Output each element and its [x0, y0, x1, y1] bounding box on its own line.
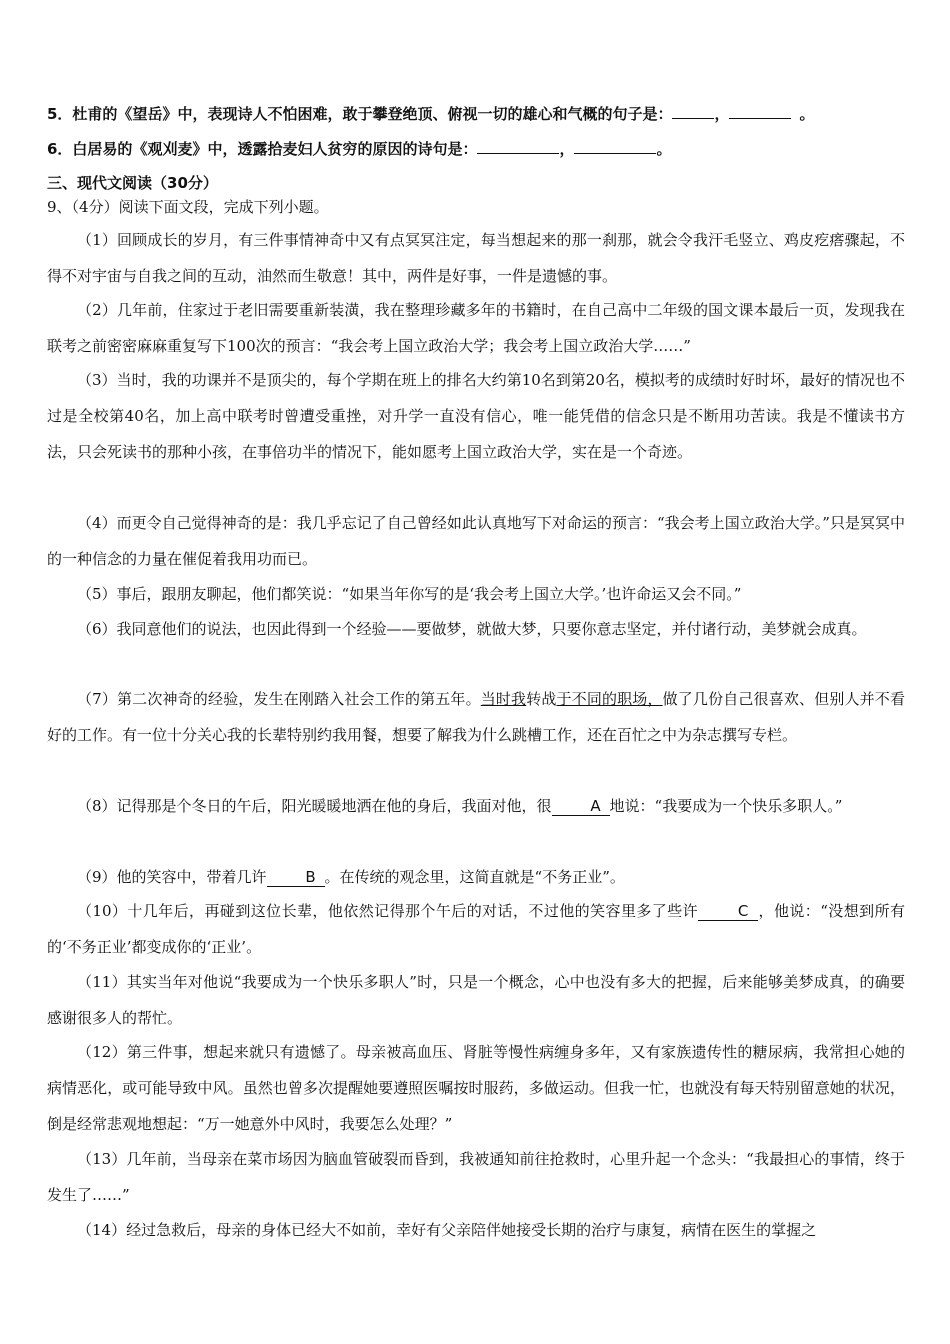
- paragraph-9-text: 。在传统的观念里，这简直就是“不务正业”。: [324, 868, 625, 886]
- paragraph-1: （1）回顾成长的岁月，有三件事情神奇中又有点冥冥注定，每当想起来的那一刹那，就会令我汗毛竖立、鸡皮疙瘩骤起，不得不对宇宙与自我之间的互动，油然而生敬意！其中，两件是好事，一件是遗憾的事。: [47, 231, 905, 285]
- underlined-phrase: 于不同的职场，: [556, 690, 663, 708]
- paragraph-13: （13）几年前，当母亲在菜市场因为脑血管破裂而昏到，我被通知前往抢救时，心里升起一个念头：“我最担心的事情，终于发生了……”: [47, 1150, 905, 1204]
- paragraph-11: （11）其实当年对他说“我要成为一个快乐多职人”时，只是一个概念，心中也没有多大的把握，后来能够美梦成真，的确要感谢很多人的帮忙。: [47, 973, 905, 1027]
- paragraph-9: [47, 859, 905, 895]
- paragraph-7-text: 做了几份自己很喜欢、但别人并不看好的工作。有一位十分关心我的长辈特别约我用餐，想要了解我为什么跳槽工作，还在百忙之中为杂志撰写专栏。: [47, 690, 905, 744]
- paragraph-10: [47, 893, 905, 965]
- underlined-phrase: 当时我: [480, 690, 527, 708]
- question-9-intro: 9、（4分）阅读下面文段，完成下列小题。: [47, 198, 329, 216]
- answer-blank[interactable]: [477, 139, 559, 154]
- question-5-text: 5．杜甫的《望岳》中，表现诗人不怕困难，敢于攀登绝顶、俯视一切的雄心和气概的句子是：: [47, 105, 673, 123]
- question-end: 。: [799, 105, 815, 123]
- separator: ，: [714, 105, 730, 123]
- section-title: 三、现代文阅读（30分）: [47, 174, 218, 192]
- blank-a[interactable]: A: [552, 797, 610, 816]
- question-5: [47, 103, 917, 124]
- question-end: 。: [656, 140, 672, 158]
- question-6-text: 6．白居易的《观刈麦》中，透露拾麦妇人贫穷的原因的诗句是：: [47, 140, 478, 158]
- separator: ，: [559, 140, 575, 158]
- paragraph-2: （2）几年前，住家过于老旧需要重新装潢，我在整理珍藏多年的书籍时，在自己高中二年级的国文课本最后一页，发现我在联考之前密密麻麻重复写下100次的预言：“我会考上国立政治大学；我会考上国立政治大学……”: [47, 301, 905, 355]
- answer-blank[interactable]: [729, 104, 791, 119]
- paragraph-12: （12）第三件事，想起来就只有遗憾了。母亲被高血压、肾脏等慢性病缠身多年，又有家族遗传性的糖尿病，我常担心她的病情恶化，或可能导致中风。虽然也曾多次提醒她要遵照医嘱按时服药，多做运动。但我一忙，也就没有每天特别留意她的状况，倒是经常悲观地想起：“万一她意外中风时，我要怎么处理？”: [47, 1043, 905, 1133]
- paragraph-6: （6）我同意他们的说法，也因此得到一个经验——要做梦，就做大梦，只要你意志坚定，并付诸行动，美梦就会成真。: [77, 620, 867, 638]
- answer-blank[interactable]: [672, 104, 714, 119]
- paragraph-7: [47, 681, 905, 753]
- paragraph-7-text: （7）第二次神奇的经验，发生在刚踏入社会工作的第五年。: [77, 690, 481, 708]
- paragraph-8-text: 地说：“我要成为一个快乐多职人。”: [609, 797, 843, 815]
- paragraph-10-text: ，他说：“没想到所有的‘不务正业’都变成你的‘正业’。: [47, 902, 906, 956]
- question-6: [47, 138, 917, 159]
- paragraph-3: （3）当时，我的功课并不是顶尖的，每个学期在班上的排名大约第10名到第20名，模拟考的成绩时好时坏，最好的情况也不过是全校第40名，加上高中联考时曾遭受重挫，对升学一直没有信心，唯一能凭借的信念只是不断用功苦读。我是不懂读书方法，只会死读书的那种小孩，在事倍功半的情况下，能如愿考上国立政治大学，实在是一个奇迹。: [47, 371, 905, 461]
- paragraph-14: （14）经过急救后，母亲的身体已经大不如前，幸好有父亲陪伴她接受长期的治疗与康复，病情在医生的掌握之: [77, 1221, 817, 1239]
- blank-b[interactable]: B: [267, 868, 325, 887]
- paragraph-8-text: （8）记得那是个冬日的午后，阳光暖暖地洒在他的身后，我面对他，很: [77, 797, 552, 815]
- paragraph-5: （5）事后，跟朋友聊起，他们都笑说：“如果当年你写的是‘我会考上国立大学。’也许命运又会不同。”: [77, 585, 742, 603]
- answer-blank[interactable]: [574, 139, 656, 154]
- paragraph-8: [47, 788, 905, 824]
- blank-c[interactable]: C: [698, 902, 758, 921]
- paragraph-9-text: （9）他的笑容中，带着几许: [77, 868, 267, 886]
- paragraph-7-text: 转战: [526, 690, 557, 708]
- paragraph-10-text: （10）十几年后，再碰到这位长辈，他依然记得那个午后的对话，不过他的笑容里多了些许: [77, 902, 699, 920]
- paragraph-4: （4）而更令自己觉得神奇的是：我几乎忘记了自己曾经如此认真地写下对命运的预言：“我会考上国立政治大学。”只是冥冥中的一种信念的力量在催促着我用功而已。: [47, 514, 905, 568]
